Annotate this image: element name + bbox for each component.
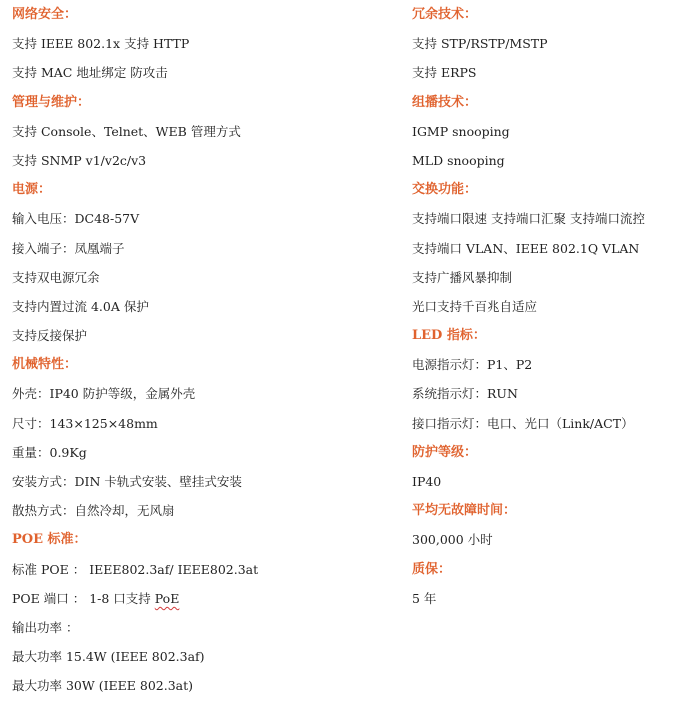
spec-line: MLD snooping (412, 152, 505, 168)
led-heading: LED 指标： (412, 328, 486, 344)
spec-line: 接入端子：凤凰端子 (12, 240, 125, 256)
spec-line: 支持 Console、Telnet、WEB 管理方式 (12, 123, 241, 139)
spec-line: 支持 IEEE 802.1x 支持 HTTP (12, 36, 190, 52)
poe-standard-line: 标准 POE ： IEEE802.3af/ IEEE802.3at (12, 561, 259, 577)
spec-line: 支持双电源冗余 (12, 269, 100, 285)
poe-max-line: 最大功率 15.4W (IEEE 802.3af) (12, 649, 205, 665)
spec-line: 系统指示灯：RUN (412, 386, 518, 402)
multicast-heading: 组播技术： (412, 94, 478, 110)
switching-heading: 交换功能： (412, 182, 478, 198)
management-heading: 管理与维护： (12, 94, 91, 110)
poe-output-line: 输出功率 ： (12, 619, 79, 635)
spec-line: 安装方式：DIN 卡轨式安装、壁挂式安装 (12, 474, 242, 489)
spec-line: IGMP snooping (412, 123, 510, 139)
mechanical-heading: 机械特性： (12, 357, 78, 373)
spec-line: 尺寸：143×125×48mm (12, 415, 158, 431)
spec-line: 重量：0.9Kg (12, 444, 87, 460)
poe-port-line (12, 584, 397, 613)
network-security-heading: 网络安全： (12, 7, 78, 22)
redundancy-heading: 冗余技术： (412, 7, 478, 22)
spec-line: 支持内置过流 4.0A 保护 (12, 298, 149, 314)
spec-line: 支持端口限速 支持端口汇聚 支持端口流控 (412, 211, 645, 227)
poe-spellcheck-word: PoE (154, 590, 180, 606)
spec-line: 散热方式：自然冷却，无风扇 (12, 503, 175, 519)
spec-line: 电源指示灯：P1、P2 (412, 357, 533, 373)
poe-heading: POE 标准： (12, 532, 87, 548)
spec-line: 外壳：IP40 防护等级，金属外壳 (12, 386, 196, 402)
spec-line: 支持 ERPS (412, 65, 477, 81)
poe-max-line: 最大功率 30W (IEEE 802.3at) (12, 678, 193, 694)
spec-line: 支持端口 VLAN、IEEE 802.1Q VLAN (412, 240, 640, 256)
spec-line: 支持广播风暴抑制 (412, 269, 513, 285)
protection-heading: 防护等级： (412, 444, 478, 460)
spec-line: 5 年 (412, 590, 437, 606)
right-column (412, 0, 688, 613)
warranty-heading: 质保： (412, 561, 452, 577)
spec-line: 输入电压：DC48-57V (12, 211, 140, 227)
spec-line: 支持 SNMP v1/v2c/v3 (12, 152, 147, 168)
spec-line: IP40 (412, 474, 442, 489)
spec-line: 接口指示灯：电口、光口（Link/ACT） (412, 415, 634, 431)
spec-line: 支持反接保护 (12, 328, 88, 344)
left-column (12, 0, 397, 701)
spec-line: 支持 MAC 地址绑定 防攻击 (12, 65, 168, 81)
mtbf-heading: 平均无故障时间： (412, 503, 517, 519)
spec-line: 支持 STP/RSTP/MSTP (412, 36, 548, 52)
spec-line: 光口支持千百兆自适应 (412, 298, 538, 314)
power-heading: 电源： (12, 182, 52, 198)
spec-line: 300,000 小时 (412, 532, 493, 548)
poe-port-label: POE 端口 ： 1-8 口支持 (12, 590, 155, 606)
